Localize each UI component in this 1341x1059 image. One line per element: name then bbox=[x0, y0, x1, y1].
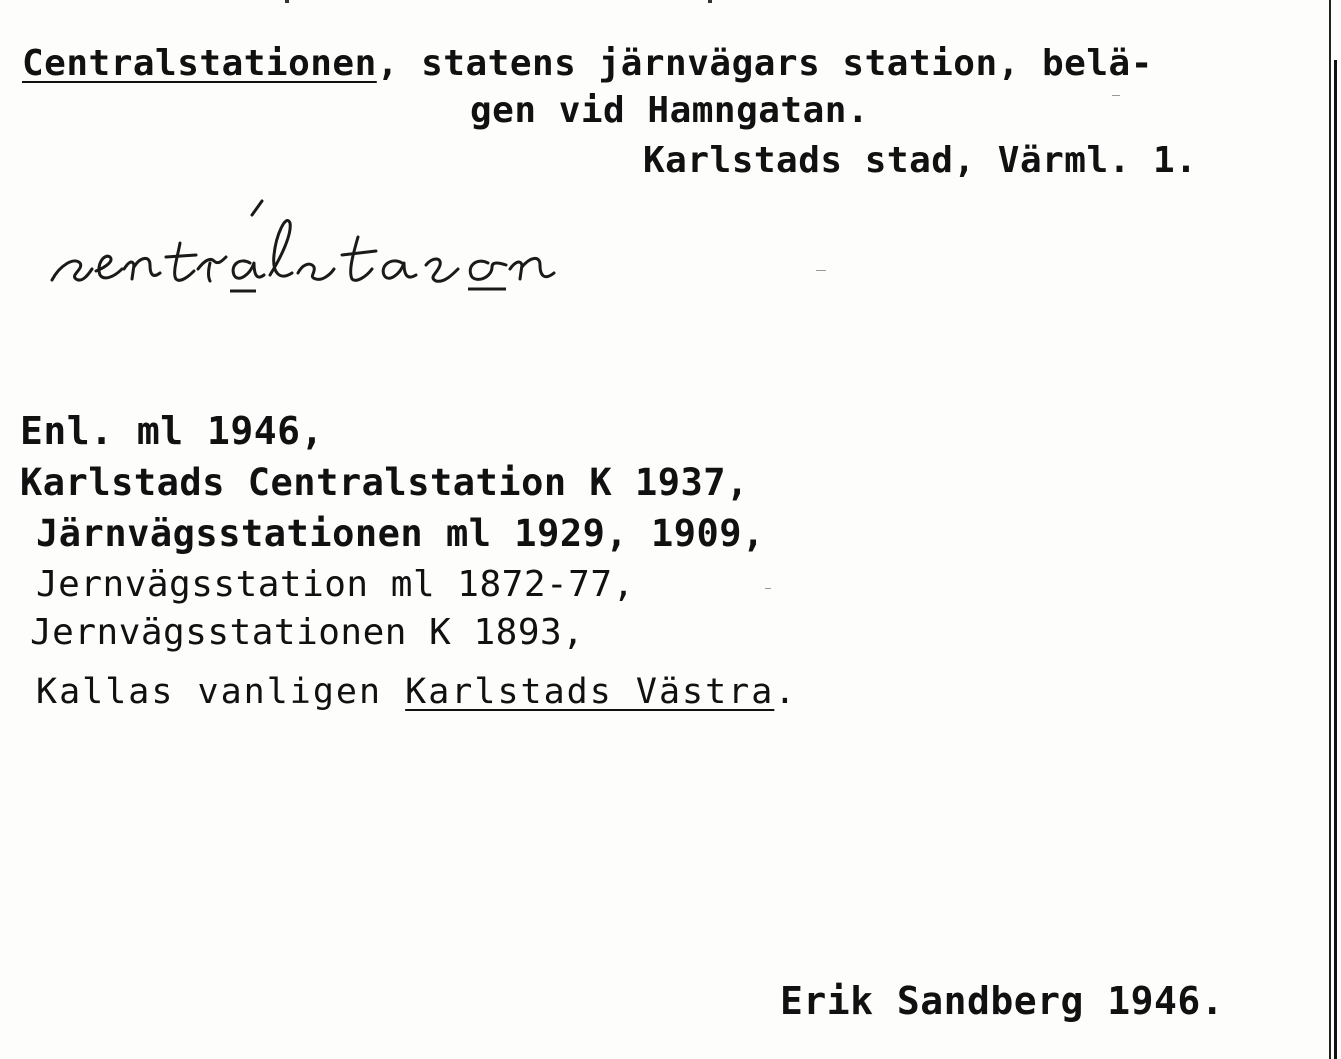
reference-line-2: Karlstads Centralstation K 1937, bbox=[20, 461, 749, 504]
reference-line-6 bbox=[36, 672, 798, 712]
reference-line-5: Jernvägsstationen K 1893, bbox=[30, 612, 585, 653]
scan-mark bbox=[285, 0, 289, 3]
headword-line-2: gen vid Hamngatan. bbox=[470, 90, 870, 131]
headword-line-1 bbox=[22, 43, 1153, 84]
scan-speck bbox=[1112, 95, 1120, 96]
card-right-border bbox=[1329, 0, 1331, 1059]
reference-note-name: Karlstads Västra bbox=[405, 672, 775, 712]
reference-note-suffix: . bbox=[774, 672, 798, 712]
headword-term: Centralstationen bbox=[22, 43, 377, 84]
headword-location: Karlstads stad, Värml. 1. bbox=[643, 140, 1198, 181]
headword-definition-start: , statens järnvägars station, belä- bbox=[376, 43, 1153, 84]
reference-line-1: Enl. ml 1946, bbox=[20, 409, 324, 453]
reference-note-prefix: Kallas vanligen bbox=[36, 672, 406, 712]
handwritten-pronunciation bbox=[40, 195, 760, 315]
scan-speck bbox=[816, 270, 826, 271]
scan-mark bbox=[708, 0, 712, 3]
signature: Erik Sandberg 1946. bbox=[780, 979, 1225, 1023]
reference-line-4: Jernvägsstation ml 1872-77, bbox=[36, 564, 635, 605]
card-right-border-shadow bbox=[1334, 60, 1337, 1059]
reference-line-3: Järnvägsstationen ml 1929, 1909, bbox=[36, 512, 765, 555]
scan-speck bbox=[765, 588, 771, 589]
